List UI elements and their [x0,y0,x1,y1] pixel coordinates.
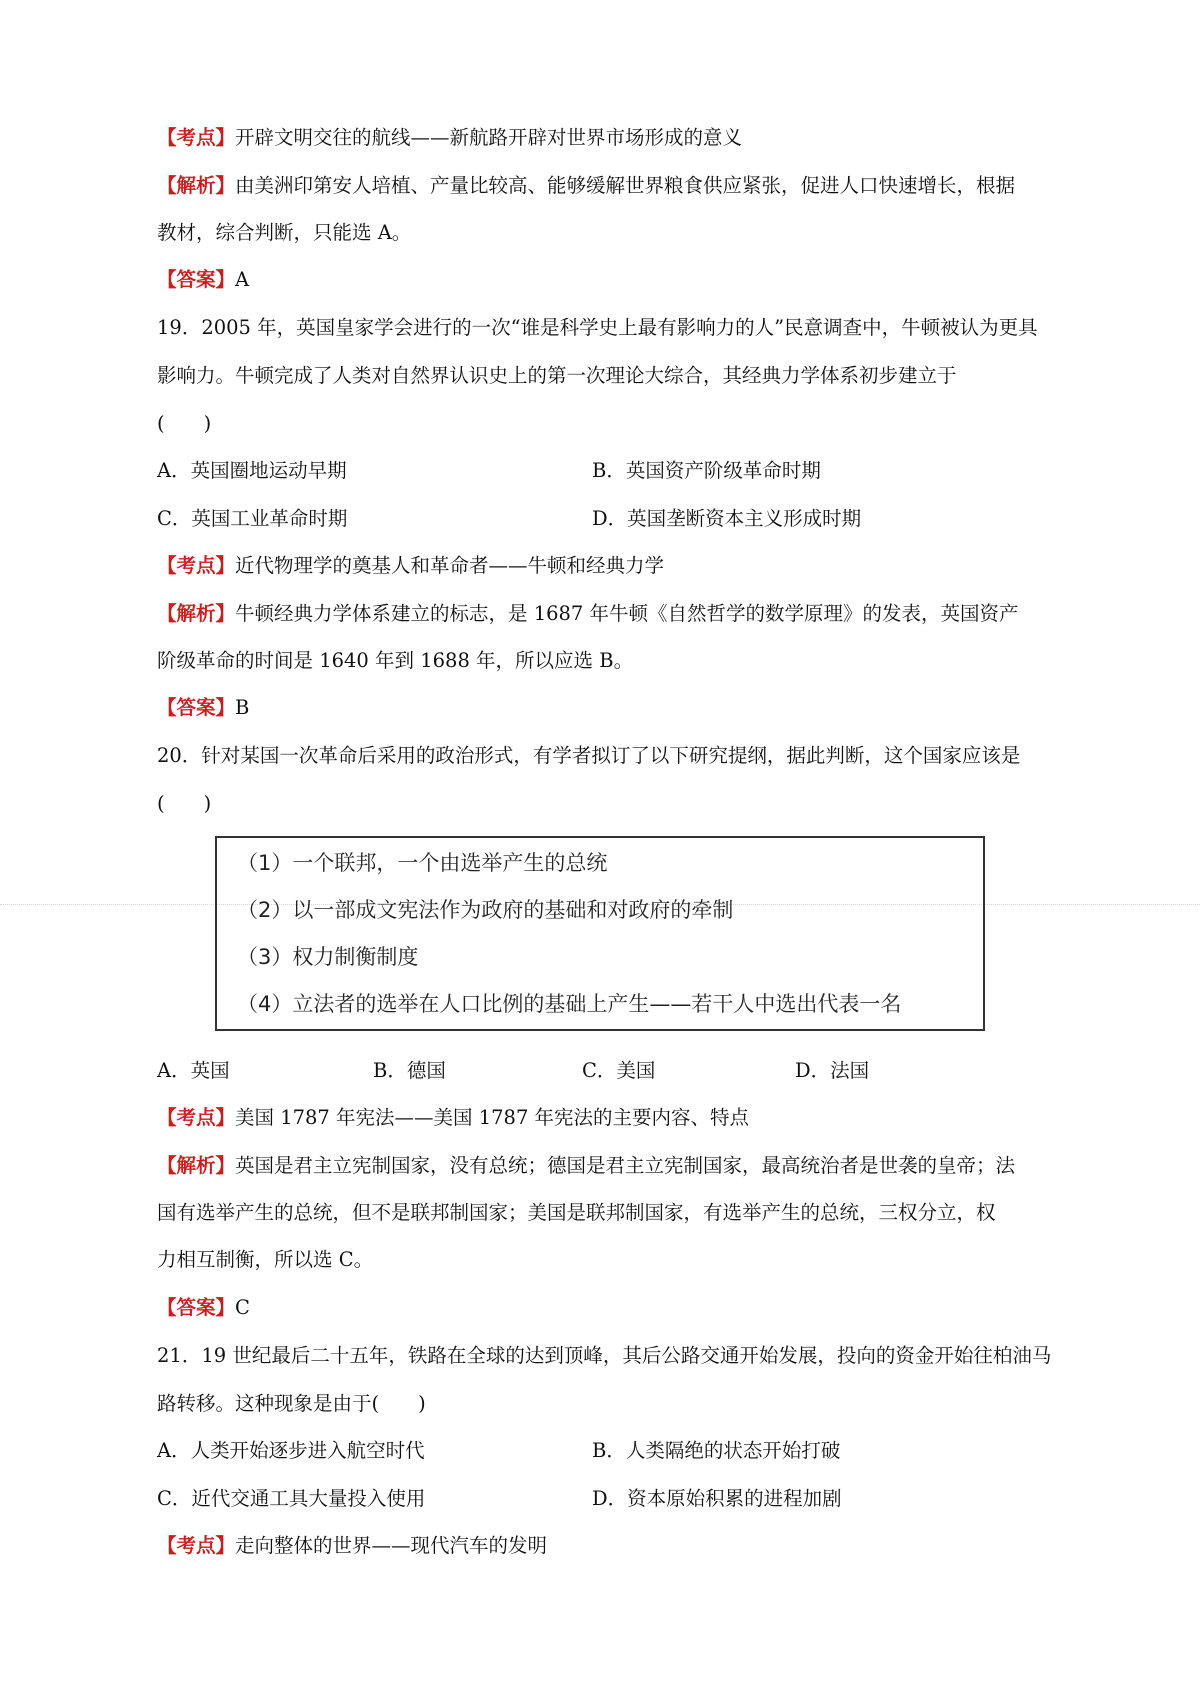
question-20-line1 [157,742,1020,770]
outline-item-2: （2）以一部成文宪法作为政府的基础和对政府的牵制 [237,898,734,922]
outline-item-1: （1）一个联邦，一个由选举产生的总统 [237,851,608,875]
jiexi-text-line2: 国有选举产生的总统，但不是联邦制国家；美国是联邦制国家，有选举产生的总统，三权分立，权 [157,1201,996,1224]
jiexi-line [157,1152,1015,1180]
option-c: C．英国工业革命时期 [157,507,348,530]
kaodian-text: 走向整体的世界——现代汽车的发明 [235,1534,548,1557]
daan-tag: 【答案】 [157,268,236,291]
daan-tag: 【答案】 [157,1296,236,1319]
jiexi-text-line2: 阶级革命的时间是 1640 年到 1688 年，所以应选 B。 [157,649,634,672]
jiexi-line [157,172,1015,200]
jiexi-tag: 【解析】 [157,602,236,625]
question-text: 针对某国一次革命后采用的政治形式，有学者拟订了以下研究提纲，据此判断，这个国家应该是 [201,744,1021,767]
daan-text: B [235,696,250,719]
jiexi-text: 由美洲印第安人培植、产量比较高、能够缓解世界粮食供应紧张，促进人口快速增长，根据 [235,174,1016,197]
kaodian-text: 开辟文明交往的航线——新航路开辟对世界市场形成的意义 [235,126,743,149]
option-c: C．近代交通工具大量投入使用 [157,1487,426,1510]
option-c: C．美国 [582,1059,656,1082]
outline-item-4: （4）立法者的选举在人口比例的基础上产生——若干人中选出代表一名 [237,992,902,1016]
jiexi-text: 牛顿经典力学体系建立的标志，是 1687 年牛顿《自然哲学的数学原理》的发表，英国资产 [235,602,1019,625]
question-19-paren: ( ) [157,412,212,435]
daan-text: C [235,1296,250,1319]
daan-text: A [235,268,250,291]
option-b: B．英国资产阶级革命时期 [592,459,821,482]
option-a: A．人类开始逐步进入航空时代 [157,1439,425,1462]
question-text: 19 世纪最后二十五年，铁路在全球的达到顶峰，其后公路交通开始发展，投向的资金开始往柏油马 [201,1344,1052,1367]
jiexi-text: 英国是君主立宪制国家，没有总统；德国是君主立宪制国家，最高统治者是世袭的皇帝；法 [235,1154,1016,1177]
jiexi-line [157,600,1019,628]
option-d: D．法国 [795,1059,870,1082]
question-number: 21． [157,1344,202,1367]
question-19-line2: 影响力。牛顿完成了人类对自然界认识史上的第一次理论大综合，其经典力学体系初步建立于 [157,364,957,387]
jiexi-tag: 【解析】 [157,174,236,197]
kaodian-line [157,1532,547,1560]
option-b: B．人类隔绝的状态开始打破 [592,1439,841,1462]
question-21-line2: 路转移。这种现象是由于( ) [157,1392,426,1415]
question-20-paren: ( ) [157,792,212,815]
outline-item-3: （3）权力制衡制度 [237,945,419,969]
kaodian-line [157,552,664,580]
jiexi-text-line2: 教材，综合判断，只能选 A。 [157,221,412,244]
question-number: 19． [157,316,202,339]
kaodian-line [157,124,742,152]
kaodian-text: 近代物理学的奠基人和革命者——牛顿和经典力学 [235,554,665,577]
option-a: A．英国圈地运动早期 [157,459,347,482]
jiexi-text-line3: 力相互制衡，所以选 C。 [157,1248,374,1271]
kaodian-tag: 【考点】 [157,554,236,577]
daan-line [157,266,249,294]
kaodian-line [157,1104,749,1132]
question-number: 20． [157,744,202,767]
option-b: B．德国 [373,1059,446,1082]
option-d: D．英国垄断资本主义形成时期 [592,507,862,530]
daan-tag: 【答案】 [157,696,236,719]
question-21-line1 [157,1342,1051,1370]
jiexi-tag: 【解析】 [157,1154,236,1177]
option-d: D．资本原始积累的进程加剧 [592,1487,842,1510]
option-a: A．英国 [157,1059,230,1082]
kaodian-tag: 【考点】 [157,1106,236,1129]
daan-line [157,694,249,722]
outline-box [215,836,985,1031]
kaodian-text: 美国 1787 年宪法——美国 1787 年宪法的主要内容、特点 [235,1106,750,1129]
daan-line [157,1294,250,1322]
question-text: 2005 年，英国皇家学会进行的一次“谁是科学史上最有影响力的人”民意调查中，牛顿被认为更具 [201,316,1038,339]
question-19-line1 [157,314,1038,342]
kaodian-tag: 【考点】 [157,126,236,149]
kaodian-tag: 【考点】 [157,1534,236,1557]
